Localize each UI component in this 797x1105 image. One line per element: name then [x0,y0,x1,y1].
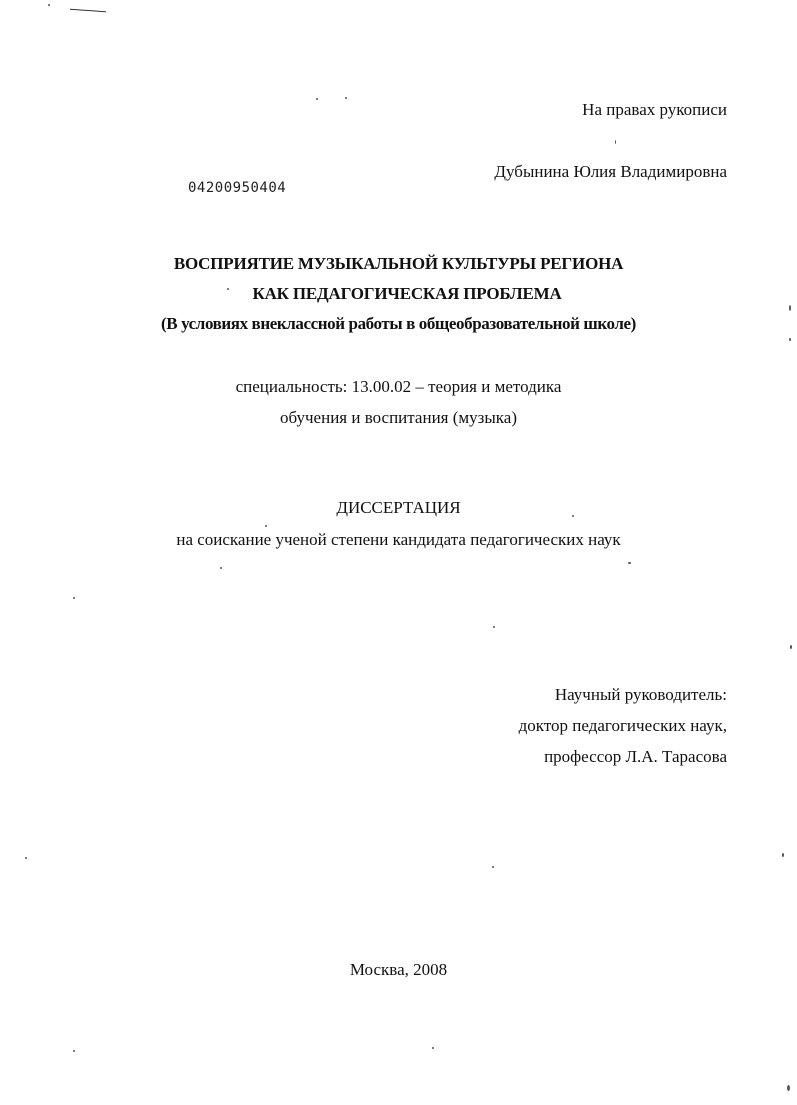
scan-speck [48,4,50,6]
scan-speck [316,98,318,100]
scan-speck [73,597,75,599]
scan-speck [73,1050,75,1052]
specialty-line-2: обучения и воспитания (музыка) [280,408,517,427]
scan-speck [615,140,616,144]
place-and-year: Москва, 2008 [349,960,448,979]
scan-speck [265,525,267,527]
scan-speck [25,857,27,859]
scan-speck [782,853,784,857]
scan-mark-top-left [70,9,106,13]
scan-speck [493,626,495,628]
scan-speck [789,338,791,341]
scan-speck [220,567,222,569]
scan-speck [492,866,494,868]
title-line-2: КАК ПЕДАГОГИЧЕСКАЯ ПРОБЛЕМА [252,284,562,303]
scan-speck [432,1047,434,1049]
supervisor-degree: доктор педагогических наук, [518,716,727,735]
title-line-1: ВОСПРИЯТИЕ МУЗЫКАЛЬНОЙ КУЛЬТУРЫ РЕГИОНА [173,254,624,273]
scan-speck [789,305,791,311]
specialty-line-1: специальность: 13.00.02 – теория и методика [235,377,562,396]
scan-speck [787,1085,790,1091]
archive-number-stamp: 04200950404 [188,180,287,196]
supervisor-name: профессор Л.А. Тарасова [544,747,727,766]
scan-speck [345,97,347,99]
work-purpose: на соискание ученой степени кандидата педагогических наук [176,530,621,549]
scan-speck [628,562,631,564]
manuscript-rights-note: На правах рукописи [582,100,727,119]
title-subtitle: (В условиях внеклассной работы в общеобразовательной школе) [161,314,636,333]
scan-speck [790,645,792,649]
work-type: ДИССЕРТАЦИЯ [336,498,461,517]
supervisor-label: Научный руководитель: [554,685,727,704]
author-name: Дубынина Юлия Владимировна [494,162,727,181]
